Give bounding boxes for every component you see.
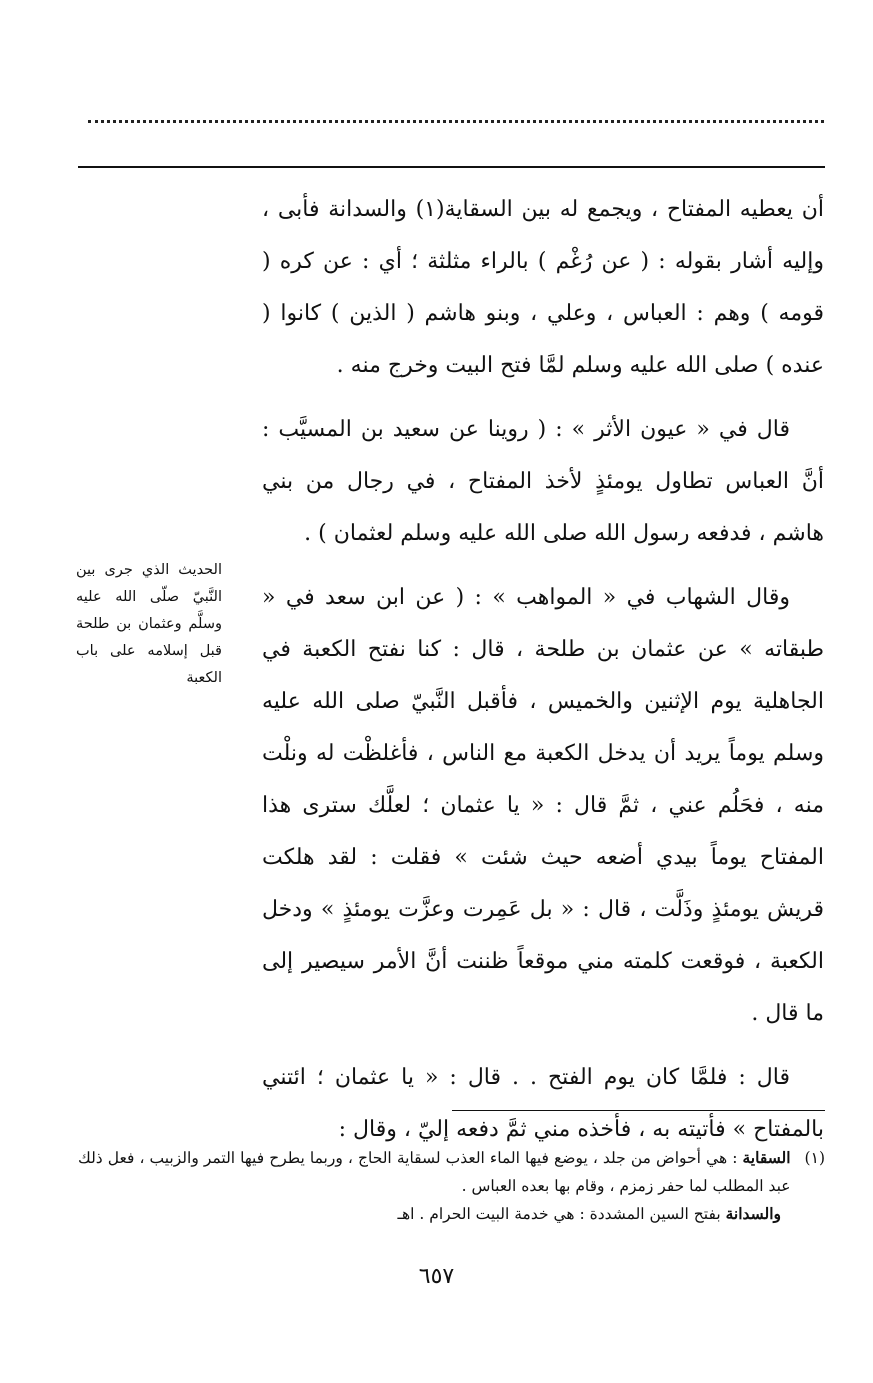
- footnote-1: [78, 1144, 825, 1200]
- main-text-column: [262, 184, 824, 1168]
- footnote-rule: [452, 1110, 825, 1111]
- paragraph-2: قال في « عيون الأثر » : ( روينا عن سعيد بن المسيَّب : أنَّ العباس تطاول يومئذٍ لأخذ المفتاح ، في رجال من بني هاشم ، فدفعه رسول الله صلى الله عليه وسلم لعثمان ) .: [262, 417, 824, 546]
- footnote-1-continuation: [78, 1200, 825, 1228]
- footnote-term-saqaya: السقاية: [742, 1148, 791, 1167]
- margin-note: الحديث الذي جرى بين النَّبيّ صلّى الله عليه وسلَّم وعثمان بن طلحة قبل إسلامه على باب الكعبة: [76, 562, 222, 686]
- footnotes: [78, 1144, 825, 1228]
- footnote-text-saqaya: : هي أحواض من جلد ، يوضع فيها الماء العذب لسقاية الحاج ، وربما يطرح فيها التمر والزبيب ، فعل ذلك عبد المطلب لما حفر زمزم ، وقام بها بعده العباس .: [78, 1149, 791, 1195]
- footnote-body: [78, 1144, 791, 1200]
- page-number: ٦٥٧: [418, 1264, 455, 1289]
- paragraph-3: وقال الشهاب في « المواهب » : ( عن ابن سعد في « طبقاته » عن عثمان بن طلحة ، قال : كنا نفتح الكعبة في الجاهلية يوم الإثنين والخميس ، فأقبل النَّبيّ صلى الله عليه وسلم يوماً يريد أن يدخل الكعبة مع الناس ، فأغلظْت له ونلْت منه ، فحَلُم عني ، ثمَّ قال : « يا عثمان ؛ لعلَّك سترى هذا المفتاح يوماً بيدي أضعه حيث شئت » فقلت : لقد هلكت قريش يومئذٍ وذَلَّت ، قال : « بل عَمِرت وعزَّت يومئذٍ » ودخل الكعبة ، فوقعت كلمته مني موقعاً ظننت أنَّ الأمر سيصير إلى ما قال .: [262, 585, 824, 1026]
- paragraph-4: قال : فلمَّا كان يوم الفتح . . قال : « يا عثمان ؛ ائتني بالمفتاح » فأتيته به ، فأخذه مني ثمَّ دفعه إليّ ، وقال :: [262, 1065, 824, 1142]
- header-dotted-rule: [88, 120, 824, 123]
- paragraph-1: أن يعطيه المفتاح ، ويجمع له بين السقاية(١) والسدانة فأبى ، وإليه أشار بقوله : ( عن رُغْم ) بالراء مثلثة ؛ أي : عن كره ( قومه ) وهم : العباس ، وعلي ، وبنو هاشم ( الذين ) كانوا ( عنده ) صلى الله عليه وسلم لمَّا فتح البيت وخرج منه .: [262, 197, 824, 378]
- footnote-text-sidana: بفتح السين المشددة : هي خدمة البيت الحرام . اهـ: [397, 1205, 721, 1223]
- footnote-term-sidana: والسدانة: [725, 1204, 781, 1223]
- footnote-number: (١): [804, 1149, 825, 1167]
- header-rule: [78, 166, 825, 168]
